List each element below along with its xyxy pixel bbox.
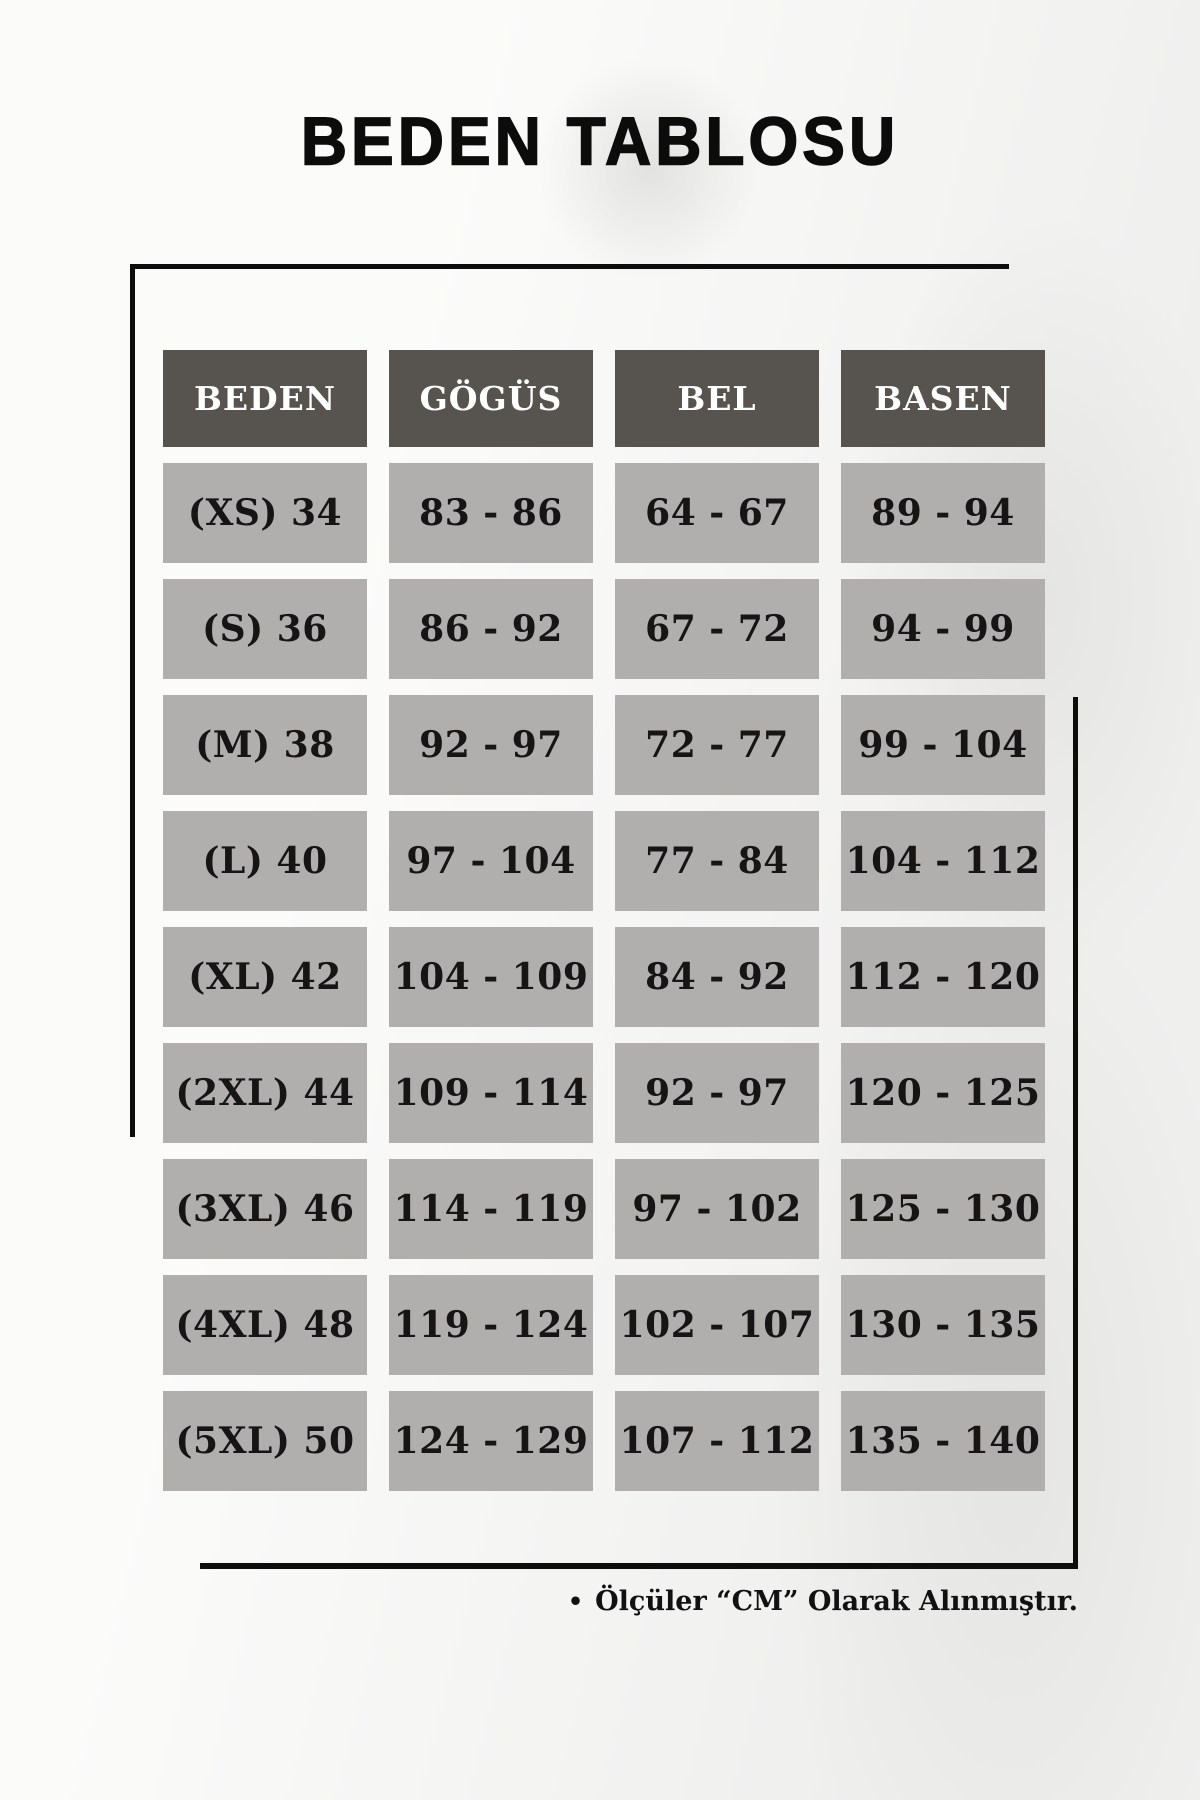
table-cell: 114 - 119 xyxy=(389,1159,593,1259)
table-cell: 67 - 72 xyxy=(615,579,819,679)
table-cell: 86 - 92 xyxy=(389,579,593,679)
decorative-bracket-right-vertical xyxy=(1073,697,1078,1569)
table-cell: 104 - 112 xyxy=(841,811,1045,911)
table-cell: 72 - 77 xyxy=(615,695,819,795)
table-cell: 99 - 104 xyxy=(841,695,1045,795)
column-header-beden: BEDEN xyxy=(163,350,367,447)
table-cell-size: (XL) 42 xyxy=(163,927,367,1027)
table-cell: 77 - 84 xyxy=(615,811,819,911)
table-cell: 83 - 86 xyxy=(389,463,593,563)
table-cell: 119 - 124 xyxy=(389,1275,593,1375)
size-table xyxy=(163,350,1045,1491)
bullet-icon: • xyxy=(567,1587,584,1616)
table-cell: 124 - 129 xyxy=(389,1391,593,1491)
table-cell: 120 - 125 xyxy=(841,1043,1045,1143)
measurement-note xyxy=(568,1586,1078,1617)
table-cell-size: (5XL) 50 xyxy=(163,1391,367,1491)
decorative-bracket-left-vertical xyxy=(130,264,135,1137)
table-cell-size: (M) 38 xyxy=(163,695,367,795)
table-cell: 135 - 140 xyxy=(841,1391,1045,1491)
table-cell: 107 - 112 xyxy=(615,1391,819,1491)
table-cell: 97 - 104 xyxy=(389,811,593,911)
table-cell: 94 - 99 xyxy=(841,579,1045,679)
measurement-note-text: Ölçüler “CM” Olarak Alınmıştır. xyxy=(595,1586,1078,1617)
table-cell: 97 - 102 xyxy=(615,1159,819,1259)
page-title: BEDEN TABLOSU xyxy=(300,102,900,180)
table-cell-size: (4XL) 48 xyxy=(163,1275,367,1375)
column-header-gogus: GÖGÜS xyxy=(389,350,593,447)
table-cell: 102 - 107 xyxy=(615,1275,819,1375)
table-cell: 92 - 97 xyxy=(615,1043,819,1143)
table-cell-size: (L) 40 xyxy=(163,811,367,911)
table-cell-size: (S) 36 xyxy=(163,579,367,679)
table-cell: 92 - 97 xyxy=(389,695,593,795)
table-cell: 109 - 114 xyxy=(389,1043,593,1143)
decorative-bracket-top-horizontal xyxy=(133,264,1009,269)
column-header-bel: BEL xyxy=(615,350,819,447)
table-cell-size: (XS) 34 xyxy=(163,463,367,563)
column-header-basen: BASEN xyxy=(841,350,1045,447)
table-cell: 84 - 92 xyxy=(615,927,819,1027)
table-cell-size: (2XL) 44 xyxy=(163,1043,367,1143)
table-cell: 64 - 67 xyxy=(615,463,819,563)
table-cell: 104 - 109 xyxy=(389,927,593,1027)
table-cell: 112 - 120 xyxy=(841,927,1045,1027)
table-cell: 125 - 130 xyxy=(841,1159,1045,1259)
table-cell-size: (3XL) 46 xyxy=(163,1159,367,1259)
table-cell: 89 - 94 xyxy=(841,463,1045,563)
decorative-bracket-bottom-horizontal xyxy=(200,1563,1078,1569)
table-cell: 130 - 135 xyxy=(841,1275,1045,1375)
